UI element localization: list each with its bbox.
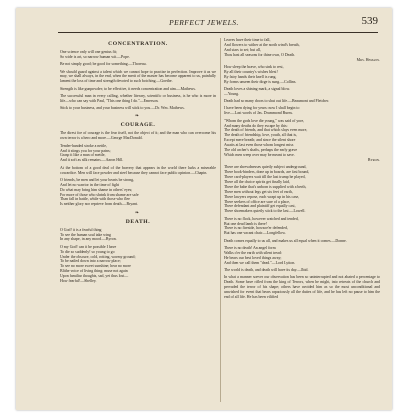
quote-line: To see the human soul take wing [60, 232, 111, 237]
quote-attribution: Byron. [367, 157, 380, 162]
quote-line: The death of friends, and that which slays even more, [224, 128, 308, 133]
quote-line: O my God! can it be possible I have [60, 244, 117, 249]
quote-line: Thou hast all seasons for thine own, O Death. [224, 52, 296, 57]
quote-line: There seekers of office are sure of a place, [224, 199, 290, 204]
quote [60, 245, 216, 284]
quote [224, 119, 380, 163]
book-page [16, 8, 392, 410]
quote-line: By all their country's wishes blest! [224, 69, 278, 74]
quote-line: By forms unseen their dirge is sung.—Collins. [224, 79, 297, 84]
quote-line: And let no warrior in the time of fight [60, 182, 119, 187]
quote: In what a manner soever our observation has been so uninterrupted and not abated a percentage to Death. Some have rifled from the king of Terrors, when he might, into retreats of the church and pervaded the terror of his shape; others have avoided him as so the most unconditional and unwished for event that bears rapaciously all the duties of life, and he has left no pause to him the end of all life. He has been vilified [224, 275, 380, 299]
quote-line: But one dead lamb is there! [224, 221, 267, 226]
quote [224, 217, 380, 237]
quote-line: Blithe voice of living thing; muse not again [60, 269, 128, 274]
section-heading-death: DEATH. [125, 218, 151, 225]
quote [60, 144, 216, 164]
quote-line: To die so suddenly! so young to go [60, 249, 115, 254]
quote-line: In any shape, in any mood.—Byron. [60, 237, 117, 242]
quote [224, 165, 380, 214]
quote-attribution: Mrs. Hemans. [356, 57, 380, 62]
section-heading-concentration: CONCENTRATION. [108, 41, 168, 47]
quote: The world is death, and death will have its day.—Ibid. [224, 267, 309, 272]
header-rule [58, 32, 378, 33]
quote-line: He bears our best loved things away; [224, 255, 282, 260]
quote [224, 65, 380, 85]
quote-line: So wide is art, so narrow human wit.—Pope. [60, 54, 130, 59]
quote-line: And it stings you for your pains; [60, 148, 111, 153]
quote-line: Under the obscure, cold, rotting, wormy ground; [60, 254, 136, 259]
quote-line: One science only will one genius fit; [60, 50, 118, 54]
quote-line: For more of those who shrink from shame are safe [60, 192, 139, 197]
quote-line: There men without legs get six feet of earth, [224, 189, 293, 194]
quote-line: How sleep the brave, who sink to rest, [224, 64, 284, 69]
quote-line: And many deaths do they escape by this: [224, 123, 288, 128]
quote-line: —Young. [224, 91, 240, 96]
quote: Death had so many doors to shut out life.—Beaumont and Fletcher. [224, 99, 330, 104]
quote-line: Death loves a shining mark, a signal blow. [224, 86, 290, 91]
quote: Strength is like gunpowder; to be effective, it needs concentration and aim.—Mathews. [60, 86, 196, 91]
quote-line: The old archer's shafts, perhaps the early grave [224, 148, 298, 153]
quote-line: Do what may bring him shame in others' eyes; [60, 187, 133, 192]
quote-line: And it soft as silk remains.—Aaron Hill. [60, 158, 124, 163]
quote: Be not simply good; be good for something.—Thoreau. [60, 62, 147, 67]
quote-line: And flowers to wither at the north wind's breath, [224, 42, 300, 47]
quote-line: There is no fireside, howsoe'er defended, [224, 226, 288, 231]
quote [224, 87, 380, 97]
quote: At the bottom of a good deal of the bravery that appears in the world there lurks a miserable cowardice. Men will face powder and steel because they cannot face public opinion.—Chapin. [60, 165, 216, 175]
quote-line: I have been dying for years: now I shall begin to [224, 106, 300, 111]
right-column [224, 38, 380, 404]
quote-line: There are shrewdnesses quietly subject underground, [224, 165, 307, 170]
quote [224, 106, 380, 116]
quote: The direst foe of courage is the fear itself, not the object of it; and the man who can overcome his own terror is a hero and more.—George MacDonald. [60, 131, 216, 141]
running-title: PERFECT JEWELS. [169, 18, 239, 27]
quote-line: Than fall in battle, while with those who flee [60, 197, 130, 202]
page-header [16, 15, 392, 32]
quote-line: Awaits at last even those whom longest miss [224, 143, 294, 148]
quote-line: There shoemakers quietly stick to the last.—Lowell. [224, 209, 306, 214]
quote-line: And stars to set; but all, [224, 47, 261, 52]
quote-line: Walks o'er the earth with silent tread: [224, 250, 282, 255]
column-divider [220, 38, 221, 402]
quote-line: There the babe that's unborn is supplied with a berth, [224, 184, 307, 189]
section-heading-courage: COURAGE. [120, 122, 156, 129]
quote [224, 38, 380, 63]
quote-line: O friends, be men and let your hearts be strong, [60, 177, 135, 182]
quote-line: Grasp it like a man of mettle, [60, 153, 106, 158]
quote-line: There is no death! An angel form [224, 245, 276, 250]
quote-line: There book-binders, done up in boards, are fast bound, [224, 170, 310, 175]
quote-line: "Whom the gods love die young," was said of yore, [224, 118, 305, 123]
quote [224, 246, 380, 266]
quote-line: There card-players wait till the last trump be played, [224, 175, 306, 179]
quote-line: There lawyers repose, each wrapt up in his case, [224, 194, 300, 199]
quote: Stick to your business, and your business will stick to you.—Dr. Wm. Mathews. [60, 106, 185, 111]
quote-line: How fearful!—Shelley. [60, 279, 97, 284]
quote [60, 178, 216, 207]
quote-line: The death of friendship, love, youth, all that is, [224, 133, 298, 138]
quote: Death comes equally to us all, and makes us all equal when it comes.—Donne. [224, 238, 347, 243]
quote-line: To see no more sweet sunshine; hear no more [60, 264, 131, 269]
quote [60, 50, 216, 60]
quote-line: There defendant and plaintiff get equally cast, [224, 204, 296, 209]
quote-line: live.—Last words of Jas. Drummond Burns. [224, 111, 293, 116]
quote-line: But has one vacant chair.—Longfellow. [224, 231, 286, 236]
quote-line: By fairy hands their knell is rung, [224, 74, 277, 79]
quote [60, 228, 216, 243]
quote-line: And then we call them "dead."—Lord Lytton. [224, 260, 296, 265]
page-number: 539 [361, 15, 378, 27]
quote-line: Leaves have their time to fall, [224, 38, 271, 42]
left-column [60, 38, 216, 404]
ornament: ❧ [134, 114, 142, 120]
quote-line: Tender-handed stroke a nettle, [60, 143, 107, 148]
quote-line: Upon familiar thoughts, sad, yet thus lost— [60, 274, 129, 279]
quote-line: O God! it is a fearful thing [60, 227, 102, 232]
quote-line: There all the choice spirits get finally laid, [224, 179, 290, 184]
quote-line: To be nailed down into a narrow place; [60, 259, 121, 264]
quote-line: There is no flock, however watched and tended, [224, 216, 299, 221]
quote: We should guard against a talent which we cannot hope to practise in perfection. Improve it as we may, we shall always, in the end, when the merit of the master has become apparent to us, painfully lament the loss of time and strength devoted to such botching.—Goethe. [60, 69, 216, 84]
quote-line: Which men weep over may be meant to save. [224, 152, 295, 157]
quote: The successful man in every calling, whether literary, scientific or business, is he who is more in life—who can say with Paul, "This one thing I do."—Emerson. [60, 93, 216, 103]
quote-line: Except mere breath; and since the silent shore [224, 138, 296, 143]
ornament: ❧ [134, 210, 142, 216]
quote-line: Is neither glory nor reprieve from death.—Bryant. [60, 202, 139, 207]
